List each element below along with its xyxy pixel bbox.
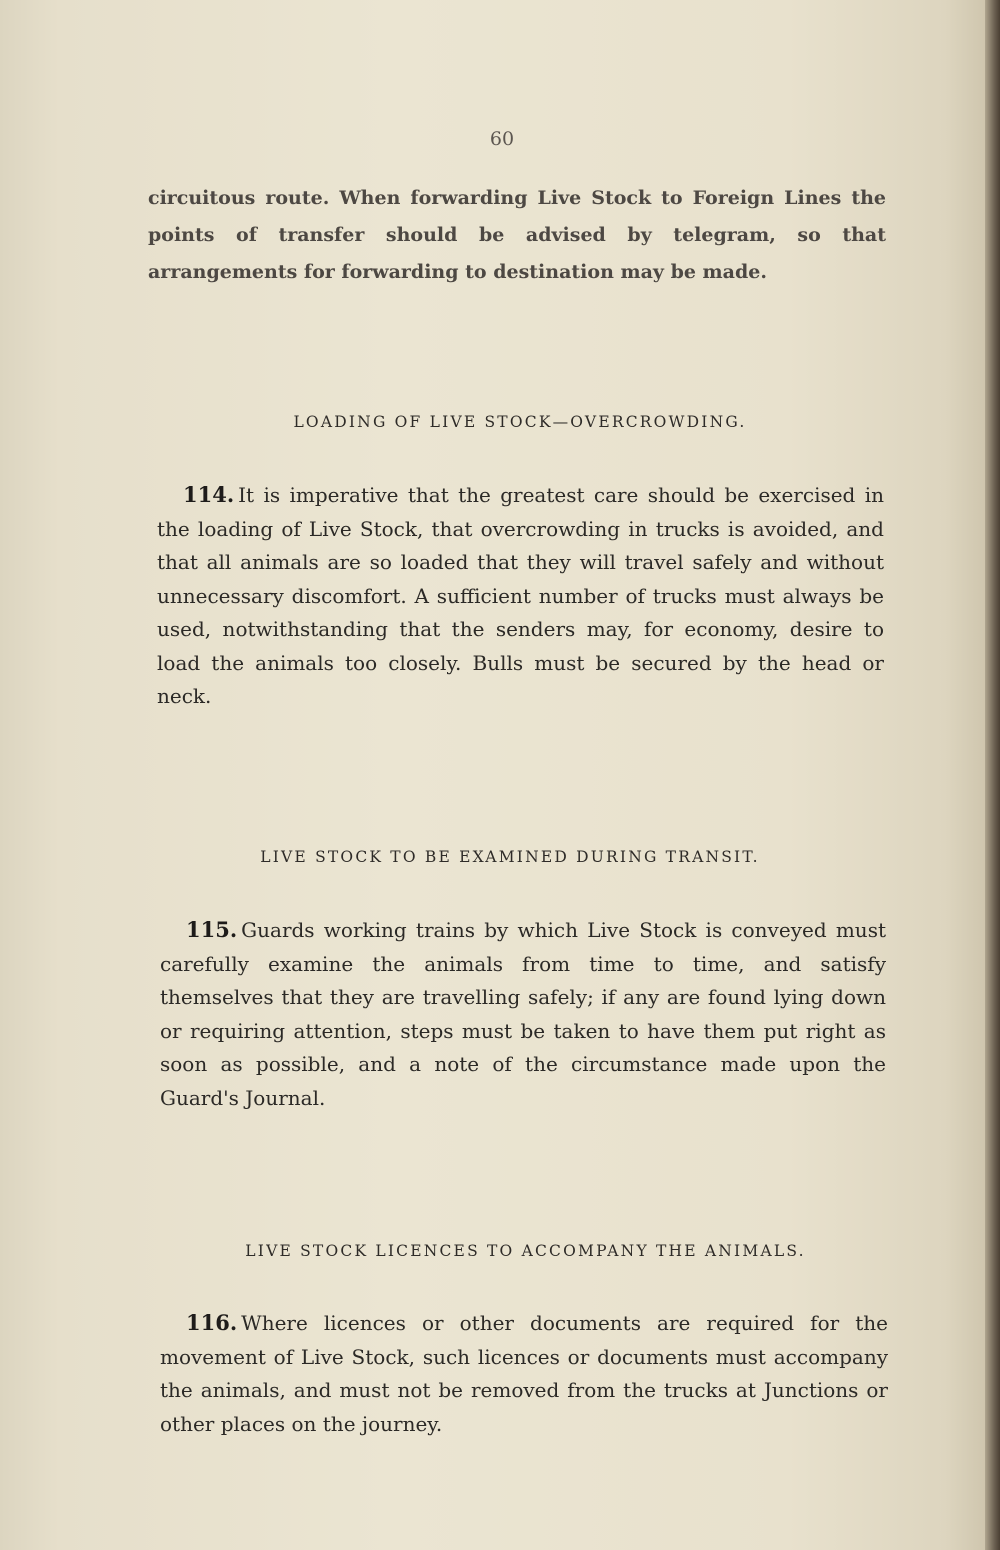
paragraph-number-116: 116. bbox=[186, 1310, 238, 1335]
continuation-paragraph: circuitous route. When forwarding Live Stock to Foreign Lines the points of transfer should be advised by telegram, so that arrangements for forwarding to destination may be made. bbox=[148, 187, 886, 283]
section-heading-115: LIVE STOCK TO BE EXAMINED DURING TRANSIT. bbox=[260, 848, 760, 866]
paragraph-114 bbox=[157, 478, 884, 714]
page-number: 60 bbox=[489, 128, 515, 150]
page-edge-shadow bbox=[985, 0, 1000, 1550]
paragraph-116 bbox=[160, 1306, 888, 1441]
section-heading-116: LIVE STOCK LICENCES TO ACCOMPANY THE ANIMALS. bbox=[245, 1242, 806, 1260]
paragraph-number-115: 115. bbox=[186, 917, 238, 942]
paragraph-text-115: Guards working trains by which Live Stock is conveyed must carefully examine the animals from time to time, and satisfy themselves that they are travelling safely; if any are found lying down or requiring attention, steps must be taken to have them put right as soon as possible, and a note of the circumstance made upon the Guard's Journal. bbox=[160, 918, 886, 1110]
paragraph-115 bbox=[160, 913, 886, 1115]
paragraph-number-114: 114. bbox=[183, 482, 235, 507]
paragraph-text-116: Where licences or other documents are required for the movement of Live Stock, such licences or documents must accompany the animals, and must not be removed from the trucks at Junctions or other places on the journey. bbox=[160, 1311, 888, 1436]
paragraph-text-114: It is imperative that the greatest care should be exercised in the loading of Live Stock, that overcrowding in trucks is avoided, and that all animals are so loaded that they will travel safely and without unnecessary discomfort. A sufficient number of trucks must always be used, notwithstanding that the senders may, for economy, desire to load the animals too closely. Bulls must be secured by the head or neck. bbox=[157, 483, 884, 708]
section-heading-114: LOADING OF LIVE STOCK—OVERCROWDING. bbox=[293, 413, 747, 431]
